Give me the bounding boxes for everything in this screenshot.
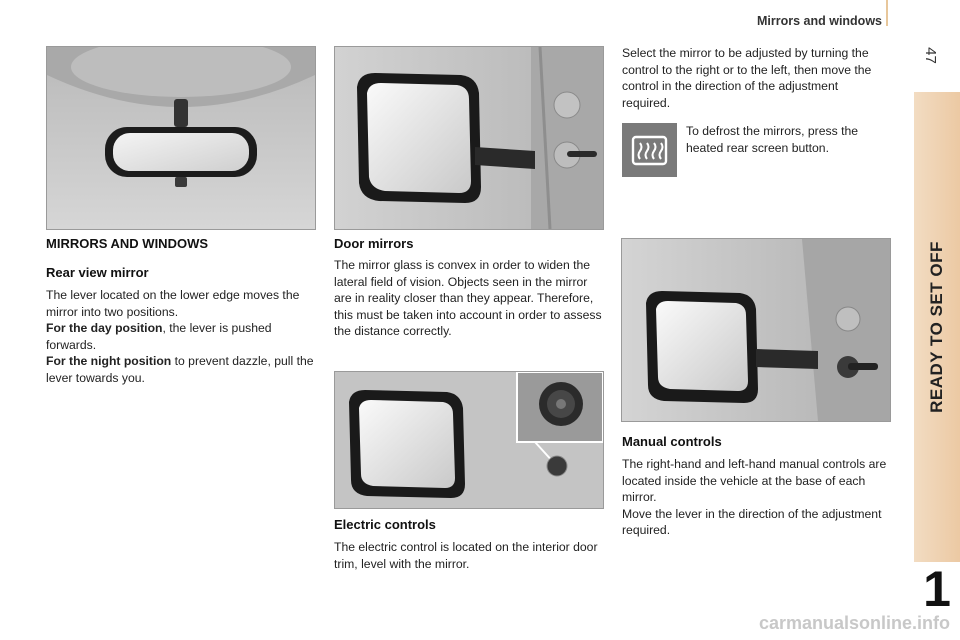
manual-controls-heading: Manual controls <box>622 434 722 449</box>
door-mirror-illustration <box>335 47 603 229</box>
chapter-tab <box>914 92 960 562</box>
chapter-tab-label: READY TO SET OFF <box>927 241 946 413</box>
rear-view-mirror-photo <box>46 46 316 230</box>
electric-control-photo <box>334 371 604 509</box>
chapter-number: 1 <box>923 561 951 617</box>
rear-view-mirror-text <box>46 287 314 386</box>
electric-controls-heading: Electric controls <box>334 517 436 532</box>
section-title: MIRRORS AND WINDOWS <box>46 236 209 251</box>
watermark: carmanualsonline.info <box>758 613 950 633</box>
page-number: 47 <box>921 47 939 64</box>
door-mirrors-text: The mirror glass is convex in order to widen the lateral field of vision. Objects seen in the mirror are in reality closer than they appear. Therefore, this must be taken into account in order to assess the distance correctly. <box>334 258 602 338</box>
manual-controls-text <box>622 456 890 539</box>
electric-controls-text: The electric control is located on the interior door trim, level with the mirror. <box>334 540 598 571</box>
rear-view-mirror-heading: Rear view mirror <box>46 265 149 280</box>
day-position-label: For the day position <box>46 321 163 335</box>
day-position-text: , the lever is pushed forwards. <box>46 321 272 352</box>
manual-control-illustration <box>622 239 890 421</box>
rear-screen-defrost-icon <box>622 123 677 177</box>
electric-control-illustration <box>335 372 603 508</box>
manual-controls-text-2: Move the lever in the direction of the adjustment required. <box>622 506 882 537</box>
door-mirrors-heading: Door mirrors <box>334 236 414 251</box>
select-mirror-text: Select the mirror to be adjusted by turning the control to the right or to the left, then move the control in the direction of the adjustment required. <box>622 46 872 110</box>
rear-screen-defrost-icon-graphic <box>622 123 677 177</box>
door-mirror-photo <box>334 46 604 230</box>
rear-view-mirror-intro: The lever located on the lower edge moves the mirror into two positions. <box>46 288 300 319</box>
header-title: Mirrors and windows <box>756 14 882 28</box>
night-position-text: to prevent dazzle, pull the lever towards you. <box>46 354 314 385</box>
rear-view-mirror-illustration <box>47 47 315 229</box>
header-rule <box>886 0 888 26</box>
defrost-text: To defrost the mirrors, press the heated rear screen button. <box>686 124 859 155</box>
manual-controls-text-1: The right-hand and left-hand manual controls are located inside the vehicle at the base of each mirror. <box>622 457 887 504</box>
manual-control-photo <box>621 238 891 422</box>
night-position-label: For the night position <box>46 354 172 368</box>
